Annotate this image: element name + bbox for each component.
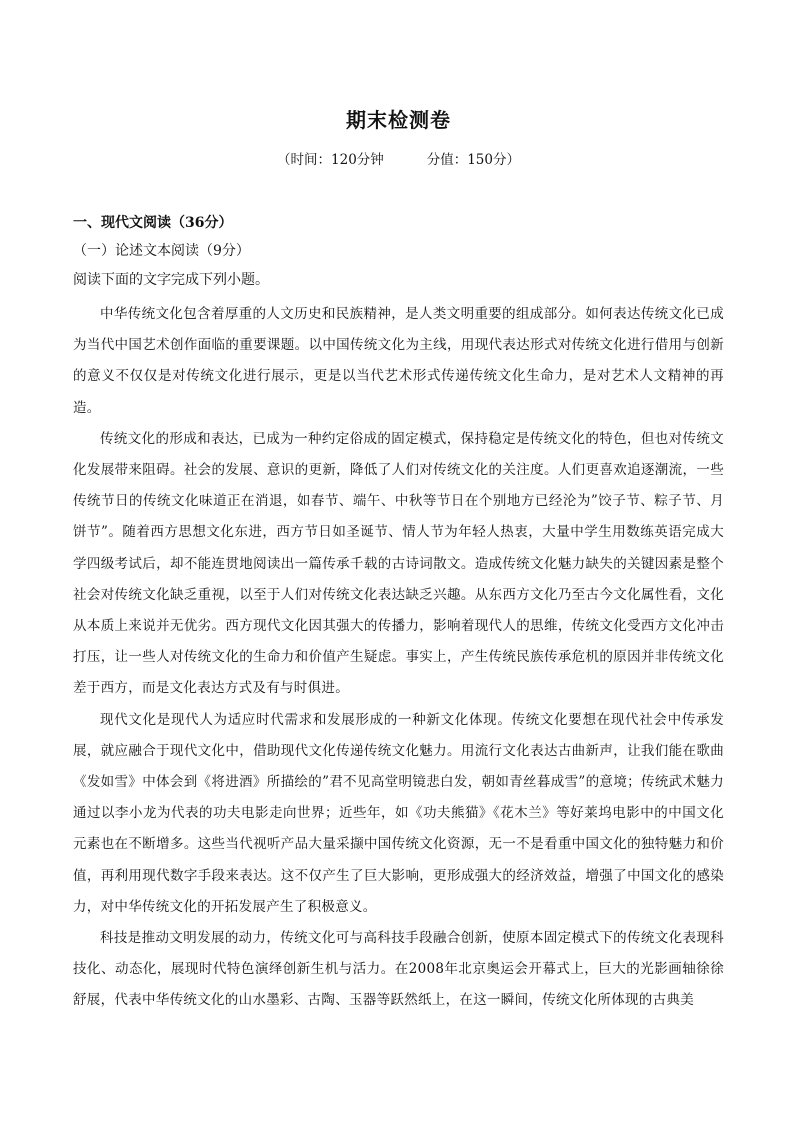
document-title: 期末检测卷 (346, 108, 451, 132)
article-body (73, 299, 724, 1017)
paragraph-2: 传统文化的形成和表达，已成为一种约定俗成的固定模式，保持稳定是传统文化的特色，但也对传统文化发展带来阻碍。社会的发展、意识的更新，降低了人们对传统文化的关注度。人们更喜欢追逐潮流，一些传统节日的传统文化味道正在消退，如春节、端午、中秋等节日在个别地方已经沦为”饺子节、粽子节、月饼节”。随着西方思想文化东进，西方节日如圣诞节、情人节为年轻人热衷，大量中学生用数练英语完成大学四级考试后，却不能连贯地阅读出一篇传承千载的古诗词散文。造成传统文化魅力缺失的关键因素是整个社会对传统文化缺乏重视，以至于人们对传统文化表达缺乏兴趣。从东西方文化乃至古今文化属性看，文化从本质上来说并无优劣。西方现代文化因其强大的传播力，影响着现代人的思维，传统文化受西方文化冲击打压，让一些人对传统文化的生命力和价值产生疑虑。事实上，产生传统民族传承危机的原因并非传统文化差于西方，而是文化表达方式及有与时俱进。 (73, 430, 724, 697)
section-heading: 一、现代文阅读（36分） (73, 215, 233, 231)
document-subtitle: （时间：120分钟 分值：150分） (277, 152, 520, 168)
paragraph-4: 科技是推动文明发展的动力，传统文化可与高科技手段融合创新，使原本固定模式下的传统文化表现科技化、动态化，展现时代特色演绎创新生机与活力。在2008年北京奥运会开幕式上，巨大的光影画轴徐徐舒展，代表中华传统文化的山水墨彩、古陶、玉器等跃然纸上，在这一瞬间，传统文化所体现的古典美 (73, 930, 724, 1009)
instruction-text: 阅读下面的文字完成下列小题。 (73, 272, 269, 288)
sub-heading: （一）论述文本阅读（9分） (73, 243, 250, 259)
paragraph-1: 中华传统文化包含着厚重的人文历史和民族精神，是人类文明重要的组成部分。如何表达传统文化已成为当代中国艺术创作面临的重要课题。以中国传统文化为主线，用现代表达形式对传统文化进行借用与创新的意义不仅仅是对传统文化进行展示，更是以当代艺术形式传递传统文化生命力，是对艺术人文精神的再造。 (73, 306, 724, 416)
paragraph-3: 现代文化是现代人为适应时代需求和发展形成的一种新文化体现。传统文化要想在现代社会中传承发展，就应融合于现代文化中，借助现代文化传递传统文化魅力。用流行文化表达古曲新声，让我们能在歌曲《发如雪》中体会到《将进酒》所描绘的”君不见高堂明镜悲白发，朝如青丝暮成雪”的意境；传统武术魅力通过以李小龙为代表的功夫电影走向世界；近些年，如《功夫熊猫》《花木兰》等好莱坞电影中的中国文化元素也在不断增多。这些当代视听产品大量采撷中国传统文化资源，无一不是看重中国文化的独特魅力和价值，再利用现代数字手段来表达。这不仅产生了巨大影响，更形成强大的经济效益，增强了中国文化的感染力，对中华传统文化的开拓发展产生了积极意义。 (73, 711, 724, 915)
